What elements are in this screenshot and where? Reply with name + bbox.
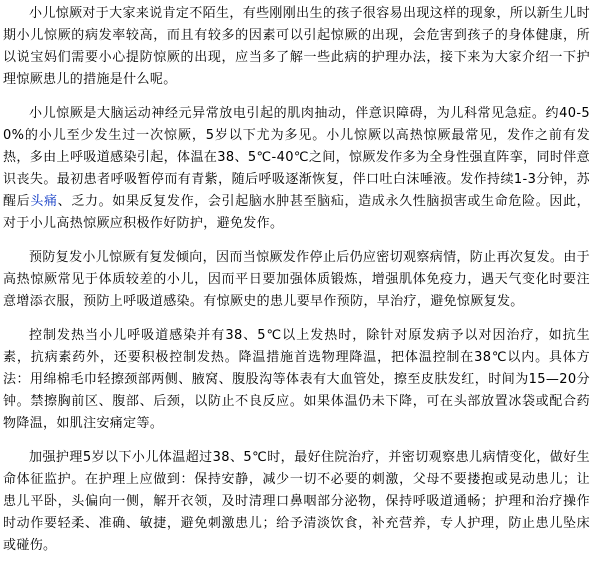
- intro-paragraph: 小儿惊厥对于大家来说肯定不陌生，有些刚刚出生的孩子很容易出现这样的现象，所以新生儿时期小儿惊厥的病发率较高，而且有较多的因素可以引起惊厥的出现，会危害到孩子的身体健康，所以说宝妈们需要小心提防惊厥的出现，应当多了解一些此病的护理办法，接下来为大家介绍一下护理惊厥患儿的措施是什么呢。: [3, 6, 590, 87]
- article-body: [3, 3, 590, 557]
- headache-link[interactable]: 头痛: [30, 194, 58, 209]
- fever-control-paragraph: 控制发热当小儿呼吸道感染并有38、5℃以上发热时，除针对原发病予以对因治疗，如抗生素，抗病素药外，还要积极控制发热。降温措施首选物理降温，把体温控制在38℃以内。具体方法：用绵棉毛巾轻擦颈部两侧、腋窝、腹股沟等体表有大血管处，擦至皮肤发红，时间为15—20分钟。禁擦胸前区、腹部、后颈，以防止不良反应。如果体温仍未下降，可在头部放置冰袋或配合药物降温，如肌注安痛定等。: [3, 328, 590, 431]
- prevention-paragraph: 预防复发小儿惊厥有复发倾向，因而当惊厥发作停止后仍应密切观察病情，防止再次复发。由于高热惊厥常见于体质较差的小儿，因而平日要加强体质锻炼，增强肌体免疫力，遇天气变化时要注意增添衣服，预防上呼吸道感染。有惊厥史的患儿要早作预防，早治疗，避免惊厥复发。: [3, 250, 590, 309]
- definition-paragraph: [3, 103, 590, 235]
- paragraph-text-after-link: 、乏力。如果反复发作，会引起脑水肿甚至脑疝，造成永久性脑损害或生命危险。因此，对于小儿高热惊厥应积极作好防护，避免发作。: [3, 194, 591, 231]
- paragraph-text-before-link: 小儿惊厥是大脑运动神经元异常放电引起的肌肉抽动，伴意识障碍，为儿科常见急症。约40-50%的小儿至少发生过一次惊厥，5岁以下尤为多见。小儿惊厥以高热惊厥最常见，发作之前有发热，多由上呼吸道感染引起，体温在38、5℃-40℃之间，惊厥发作多为全身性强直阵挛，同时伴意识丧失。最初患者呼吸暂停而有青紫，随后呼吸逐渐恢复，伴口吐白沫唾液。发作持续1-3分钟，苏醒后: [3, 106, 590, 209]
- nursing-care-paragraph: 加强护理5岁以下小儿体温超过38、5℃时，最好住院治疗，并密切观察患儿病情变化，做好生命体征监护。在护理上应做到：保持安静，减少一切不必要的刺激，父母不要搂抱或晃动患儿；让患儿平卧，头偏向一侧，解开衣领，及时清理口鼻咽部分泌物，保持呼吸道通畅；护理和治疗操作时动作要轻柔、准确、敏捷，避免刺激患儿；给予清淡饮食，补充营养，专人护理，防止患儿坠床或碰伤。: [3, 450, 590, 553]
